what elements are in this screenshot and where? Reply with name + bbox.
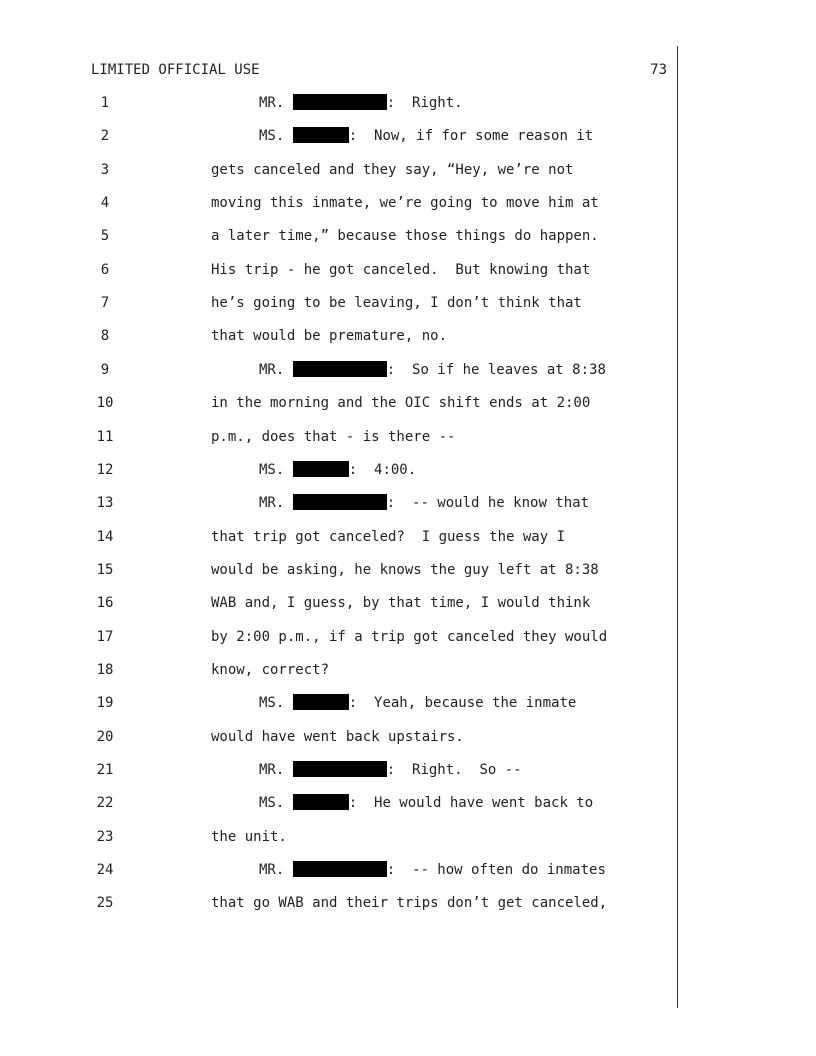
transcript-line [0, 126, 700, 146]
speaker-title: MR. [259, 762, 285, 778]
transcript-line [0, 260, 700, 280]
line-text: would be asking, he knows the guy left at 8:38 [211, 561, 599, 578]
line-text: a later time,” because those things do happen. [211, 228, 599, 245]
transcript-line [0, 560, 700, 580]
line-text: he’s going to be leaving, I don’t think that [211, 295, 582, 312]
redaction-box [293, 94, 387, 110]
line-text: : Right. So -- [386, 762, 522, 778]
line-number: 8 [100, 328, 110, 345]
line-number: 1 [100, 95, 110, 111]
transcript-line [0, 160, 700, 180]
line-text: : -- how often do inmates [386, 862, 606, 879]
line-number: 5 [100, 228, 110, 245]
speaker-title: MS. [259, 695, 285, 712]
line-text: that trip got canceled? I guess the way I [211, 528, 566, 545]
transcript-line [0, 793, 700, 813]
speaker-title: MR. [259, 495, 285, 512]
line-text: : Yeah, because the inmate [348, 695, 577, 712]
line-number: 3 [100, 161, 110, 178]
transcript-line [0, 627, 700, 647]
line-number: 22 [96, 795, 114, 812]
line-number: 16 [96, 595, 114, 612]
line-text: in the morning and the OIC shift ends at 2:00 [211, 395, 591, 412]
line-number: 9 [100, 361, 110, 378]
transcript-line [0, 660, 700, 680]
line-text: : Right. [386, 95, 463, 111]
classification-header: LIMITED OFFICIAL USE [91, 62, 260, 78]
speaker-line [259, 760, 522, 780]
line-text: p.m., does that - is there -- [211, 428, 456, 445]
redaction-box [293, 361, 387, 377]
transcript-line [0, 693, 700, 713]
transcript-line [0, 593, 700, 613]
speaker-line [259, 793, 593, 813]
transcript-line [0, 860, 700, 880]
speaker-line [259, 860, 606, 880]
line-text: : So if he leaves at 8:38 [386, 361, 606, 378]
transcript-line [0, 393, 700, 413]
speaker-line [259, 460, 416, 480]
line-text: WAB and, I guess, by that time, I would think [211, 595, 591, 612]
transcript-line [0, 827, 700, 847]
redaction-box [293, 127, 349, 143]
redaction-box [293, 794, 349, 810]
line-number: 23 [96, 828, 114, 845]
line-number: 13 [96, 495, 114, 512]
line-number: 4 [100, 195, 110, 212]
transcript-line [0, 93, 700, 113]
speaker-line [259, 493, 589, 513]
speaker-title: MR. [259, 862, 285, 879]
line-text: that go WAB and their trips don’t get canceled, [211, 895, 608, 912]
speaker-title: MS. [259, 461, 285, 478]
speaker-title: MR. [259, 361, 285, 378]
line-text: by 2:00 p.m., if a trip got canceled they would [211, 628, 608, 645]
line-text: : Now, if for some reason it [348, 128, 594, 145]
transcript-line [0, 460, 700, 480]
speaker-line [259, 693, 576, 713]
line-text: the unit. [211, 828, 287, 845]
line-text: would have went back upstairs. [211, 728, 464, 745]
line-number: 2 [100, 128, 110, 145]
page-number: 73 [650, 62, 667, 78]
transcript-line [0, 226, 700, 246]
speaker-line [259, 93, 463, 113]
transcript-line [0, 527, 700, 547]
line-text: : -- would he know that [386, 495, 590, 512]
transcript-line [0, 326, 700, 346]
redaction-box [293, 761, 387, 777]
redaction-box [293, 861, 387, 877]
transcript-line [0, 893, 700, 913]
line-number: 10 [96, 395, 114, 412]
line-text: that would be premature, no. [211, 328, 448, 345]
transcript-line [0, 427, 700, 447]
line-number: 25 [96, 895, 114, 912]
line-text: : 4:00. [348, 461, 417, 478]
line-number: 12 [96, 461, 114, 478]
line-text: know, correct? [211, 661, 330, 678]
transcript-line [0, 293, 700, 313]
line-text: : He would have went back to [348, 795, 594, 812]
line-number: 20 [96, 728, 114, 745]
redaction-box [293, 461, 349, 477]
speaker-title: MR. [259, 95, 285, 111]
redaction-box [293, 694, 349, 710]
line-text: His trip - he got canceled. But knowing that [211, 261, 591, 278]
line-number: 11 [96, 428, 114, 445]
line-number: 21 [96, 762, 114, 778]
transcript-line [0, 193, 700, 213]
redaction-box [293, 494, 387, 510]
line-number: 17 [96, 628, 114, 645]
transcript-line [0, 760, 700, 780]
line-text: gets canceled and they say, “Hey, we’re not [211, 161, 574, 178]
line-text: moving this inmate, we’re going to move him at [211, 195, 599, 212]
line-number: 14 [96, 528, 114, 545]
line-number: 15 [96, 561, 114, 578]
transcript-line [0, 727, 700, 747]
transcript-line [0, 360, 700, 380]
line-number: 19 [96, 695, 114, 712]
speaker-title: MS. [259, 795, 285, 812]
speaker-line [259, 126, 593, 146]
line-number: 24 [96, 862, 114, 879]
speaker-title: MS. [259, 128, 285, 145]
speaker-line [259, 360, 606, 380]
transcript-line [0, 493, 700, 513]
line-number: 6 [100, 261, 110, 278]
line-number: 7 [100, 295, 110, 312]
line-number: 18 [96, 661, 114, 678]
